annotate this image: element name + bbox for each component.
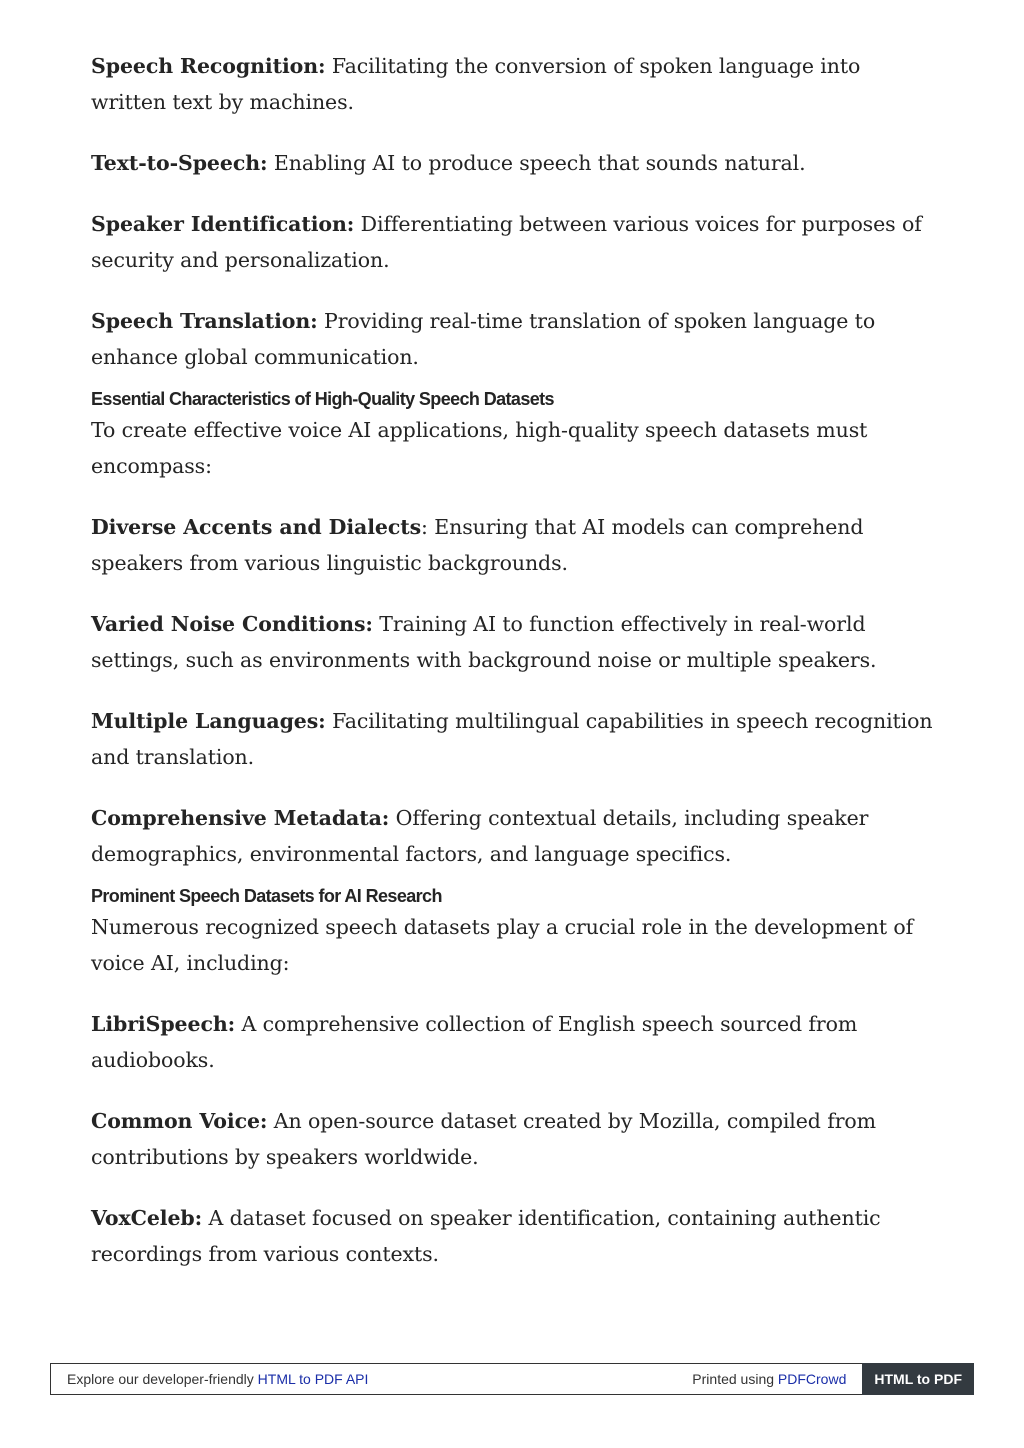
- paragraph: [91, 703, 936, 775]
- paragraph-term: Varied Noise Conditions:: [91, 612, 373, 636]
- paragraph-term: Speaker Identification:: [91, 212, 355, 236]
- paragraph-text: An open-source dataset created by Mozilla, compiled from contributions by speakers worldwide.: [91, 1109, 877, 1169]
- paragraph-text: Training AI to function effectively in real-world settings, such as environments with background noise or multiple speakers.: [91, 612, 877, 672]
- paragraph-term: Speech Translation:: [91, 309, 318, 333]
- paragraph-term: Text-to-Speech:: [91, 151, 268, 175]
- paragraph-term: Diverse Accents and Dialects: [91, 515, 422, 539]
- paragraph-text: Numerous recognized speech datasets play a crucial role in the development of voice AI, including:: [91, 915, 914, 975]
- paragraph-text: Facilitating the conversion of spoken language into written text by machines.: [91, 54, 861, 114]
- paragraph-text: A comprehensive collection of English speech sourced from audiobooks.: [91, 1012, 858, 1072]
- paragraph-text: Enabling AI to produce speech that sounds natural.: [267, 151, 806, 175]
- paragraph: [91, 800, 936, 872]
- paragraph: [91, 909, 936, 981]
- article-body: [91, 48, 936, 1297]
- paragraph-term: Comprehensive Metadata:: [91, 806, 390, 830]
- paragraph: [91, 1006, 936, 1078]
- paragraph: [91, 1103, 936, 1175]
- section-heading: Prominent Speech Datasets for AI Research: [91, 886, 442, 906]
- pdfcrowd-link[interactable]: PDFCrowd: [777, 1371, 847, 1387]
- footer-printed: [692, 1371, 862, 1387]
- paragraph: [91, 206, 936, 278]
- html-to-pdf-api-link[interactable]: HTML to PDF API: [257, 1371, 369, 1387]
- paragraph-text: To create effective voice AI applications, high-quality speech datasets must encompass:: [91, 418, 868, 478]
- paragraph-text: : Ensuring that AI models can comprehend speakers from various linguistic backgrounds.: [91, 515, 864, 575]
- paragraph-term: Speech Recognition:: [91, 54, 326, 78]
- paragraph: [91, 509, 936, 581]
- footer-explore: [51, 1371, 692, 1387]
- paragraph-term: VoxCeleb:: [91, 1206, 203, 1230]
- pdf-footer-banner: [50, 1363, 974, 1395]
- paragraph: [91, 606, 936, 678]
- paragraph-term: Multiple Languages:: [91, 709, 326, 733]
- paragraph-text: Providing real-time translation of spoken language to enhance global communication.: [91, 309, 876, 369]
- html-to-pdf-badge[interactable]: HTML to PDF: [862, 1363, 974, 1395]
- paragraph-text: Offering contextual details, including speaker demographics, environmental factors, and language specifics.: [91, 806, 869, 866]
- paragraph-term: LibriSpeech:: [91, 1012, 236, 1036]
- paragraph-text: Facilitating multilingual capabilities in speech recognition and translation.: [91, 709, 933, 769]
- paragraph: [91, 412, 936, 484]
- footer-explore-text: Explore our developer-friendly: [67, 1371, 258, 1387]
- paragraph: [91, 48, 936, 120]
- paragraph-term: Common Voice:: [91, 1109, 268, 1133]
- section-heading: Essential Characteristics of High-Quality Speech Datasets: [91, 389, 554, 409]
- paragraph: [91, 303, 936, 375]
- footer-printed-text: Printed using: [692, 1371, 778, 1387]
- paragraph: [91, 1200, 936, 1272]
- paragraph-text: A dataset focused on speaker identification, containing authentic recordings from various contexts.: [91, 1206, 881, 1266]
- paragraph-text: Differentiating between various voices for purposes of security and personalization.: [91, 212, 922, 272]
- paragraph: [91, 145, 936, 181]
